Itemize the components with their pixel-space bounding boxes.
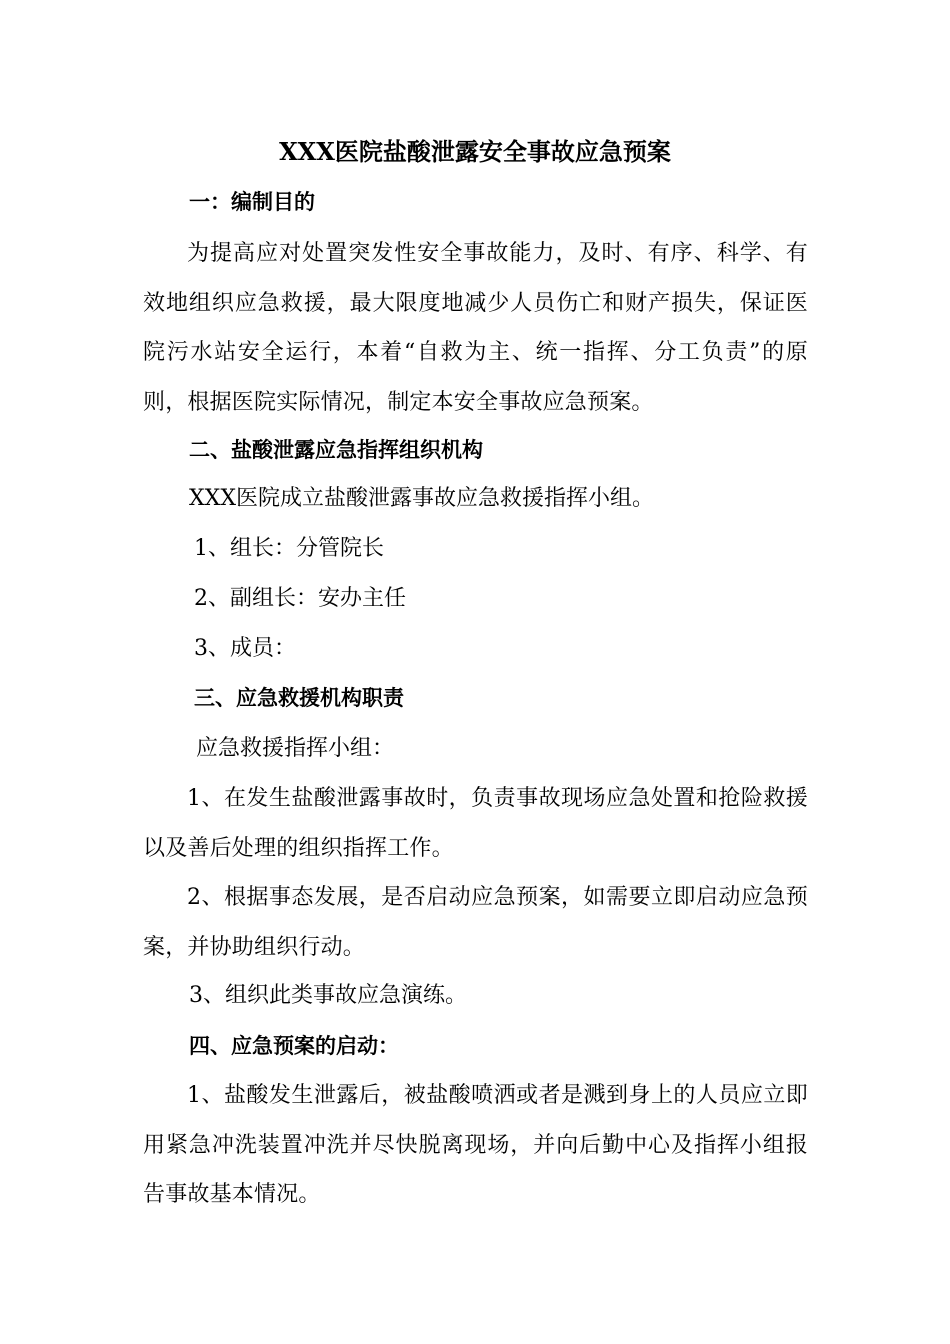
section-heading-activation: 四、应急预案的启动：	[189, 1033, 399, 1058]
paragraph-duties-intro: 应急救援指挥小组：	[196, 736, 395, 761]
list-item-deputy-leader: 2、副组长：安办主任	[194, 586, 406, 611]
section-heading-organization: 二、盐酸泄露应急指挥组织机构	[189, 437, 483, 462]
document-title: XXX医院盐酸泄露安全事故应急预案	[279, 137, 671, 166]
paragraph-duty-2: 2、根据事态发展，是否启动应急预案，如需要立即启动应急预案，并协助组织行动。	[143, 885, 808, 960]
paragraph-organization-intro: XXX医院成立盐酸泄露事故应急救援指挥小组。	[189, 486, 654, 511]
list-item-leader: 1、组长：分管院长	[194, 536, 384, 561]
paragraph-activation-1: 1、盐酸发生泄露后，被盐酸喷洒或者是溅到身上的人员应立即用紧急冲洗装置冲洗并尽快脱离现场，并向后勤中心及指挥小组报告事故基本情况。	[143, 1083, 808, 1207]
section-heading-purpose: 一：编制目的	[189, 189, 315, 214]
paragraph-duty-3: 3、组织此类事故应急演练。	[189, 983, 467, 1008]
section-heading-duties: 三、应急救援机构职责	[194, 685, 404, 710]
paragraph-purpose: 为提高应对处置突发性安全事故能力，及时、有序、科学、有效地组织应急救援，最大限度地减少人员伤亡和财产损失，保证医院污水站安全运行，本着“自救为主、统一指挥、分工负责”的原则，根据医院实际情况，制定本安全事故应急预案。	[143, 241, 808, 415]
list-item-members: 3、成员：	[194, 636, 296, 661]
paragraph-duty-1: 1、在发生盐酸泄露事故时，负责事故现场应急处置和抢险救援以及善后处理的组织指挥工作。	[143, 786, 808, 861]
